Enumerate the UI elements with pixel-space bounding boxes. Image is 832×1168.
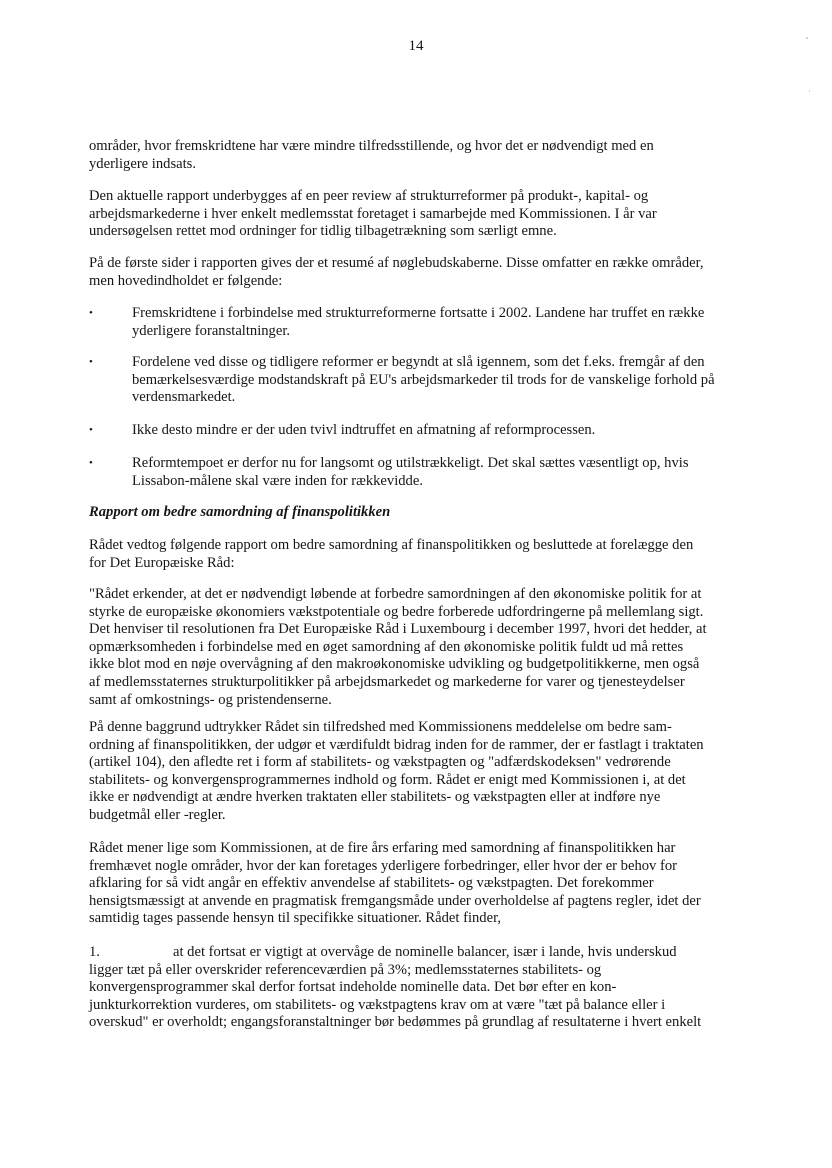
paragraph: "Rådet erkender, at det er nødvendigt løbende at forbedre samordningen af den økonomiske politik for at styrke de europæiske økonomiers vækstpotentiale og bedre forberede udfordringerne på mellemlang sigt. Det henviser til resolutionen fra Det Europæiske Råd i Luxembourg i december 1997, hvori det hedder, at opmærksomheden i forbindelse med en øget samordning af den økonomiske politik fuldt ud må rettes ikke blot mod en nøje overvågning af den makroøkonomiske udvikling og budgetpolitikkerne, men også af medlemsstaternes strukturpolitikker på arbejdsmarkedet og markederne for varer og tjenesteydelser samt af omkostnings- og pristendenserne. bbox=[89, 586, 707, 708]
scan-speck bbox=[806, 37, 808, 39]
paragraph: På de første sider i rapporten gives der et resumé af nøglebudskaberne. Disse omfatter en række områder, men hovedindholdet er følgende: bbox=[89, 255, 704, 289]
bullet-icon: • bbox=[89, 307, 93, 319]
item-text: ligger tæt på eller overskrider referenceværdien på 3%; medlemsstaternes stabilitets- og konvergensprogrammer skal derfor fortsat indeholde nominelle data. Det bør efter en kon- junkturkorrektion vurderes, om stabilitets- og vækstpagtens krav om at være "tæt på balance eller i overskud" er overholdt; engangsforanstaltninger bør bedømmes på grundlag af resultaterne i hvert enkelt bbox=[89, 961, 702, 1031]
bullet-text: Reformtempoet er derfor nu for langsomt og utilstrækkeligt. Det skal sættes væsentligt op, hvis Lissabon-målene skal være inden for rækkevidde. bbox=[132, 455, 689, 489]
item-first-line: at det fortsat er vigtigt at overvåge de nominelle balancer, især i lande, hvis underskud bbox=[173, 944, 677, 960]
bullet-text: Ikke desto mindre er der uden tvivl indtruffet en afmatning af reformprocessen. bbox=[132, 422, 596, 438]
paragraph: områder, hvor fremskridtene har være mindre tilfredsstillende, og hvor det er nødvendigt med en yderligere indsats. bbox=[89, 138, 654, 172]
bullet-icon: • bbox=[89, 424, 93, 436]
paragraph: Den aktuelle rapport underbygges af en peer review af strukturreformer på produkt-, kapital- og arbejdsmarkederne i hver enkelt medlemsstat foretaget i samarbejde med Kommissionen. I år var undersøgelsen rettet mod ordninger for tidlig tilbagetrækning som særligt emne. bbox=[89, 188, 657, 240]
paragraph: Rådet vedtog følgende rapport om bedre samordning af finanspolitikken og besluttede at forelægge den for Det Europæiske Råd: bbox=[89, 537, 694, 571]
paragraph: Rådet mener lige som Kommissionen, at de fire års erfaring med samordning af finanspolitikken har fremhævet nogle områder, hvor der kan foretages yderligere forbedringer, eller hvor der er behov for afklaring for så vidt angår en effektiv anvendelse af stabilitets- og vækstpagten. Det forekommer hensigtsmæssigt at anvende en pragmatisk fremgangsmåde under overholdelse af pagtens regler, idet der samtidig tages passende hensyn til specifikke situationer. Rådet finder, bbox=[89, 840, 701, 927]
bullet-text: Fremskridtene i forbindelse med strukturreformerne fortsatte i 2002. Landene har truffet en række yderligere foranstaltninger. bbox=[132, 305, 705, 339]
scan-speck bbox=[809, 90, 810, 92]
paragraph: På denne baggrund udtrykker Rådet sin tilfredshed med Kommissionens meddelelse om bedre sam- ordning af finanspolitikken, der udgør et værdifuldt bidrag inden for de rammer, der er fastlagt i traktaten (artikel 104), den afledte ret i form af stabilitets- og vækstpagten og "adfærdskodeksen" vedrørende stabilitets- og konvergensprogrammernes indhold og form. Rådet er enigt med Kommissionen i, at det ikke er nødvendigt at ændre hverken traktaten eller stabilitets- og vækstpagten eller at indføre nye budgetmål eller -regler. bbox=[89, 719, 704, 823]
section-heading: Rapport om bedre samordning af finanspolitikken bbox=[89, 504, 391, 520]
numbered-item bbox=[89, 944, 749, 1031]
bullet-icon: • bbox=[89, 356, 93, 368]
bullet-text: Fordelene ved disse og tidligere reformer er begyndt at slå igennem, som det f.eks. fremgår af den bemærkelsesværdige modstandskraft på EU's arbejdsmarkeder til trods for de vanskelige forhold på verdensmarkedet. bbox=[132, 354, 715, 406]
page-number: 14 bbox=[408, 38, 424, 54]
item-number: 1. bbox=[89, 944, 100, 960]
bullet-icon: • bbox=[89, 457, 93, 469]
